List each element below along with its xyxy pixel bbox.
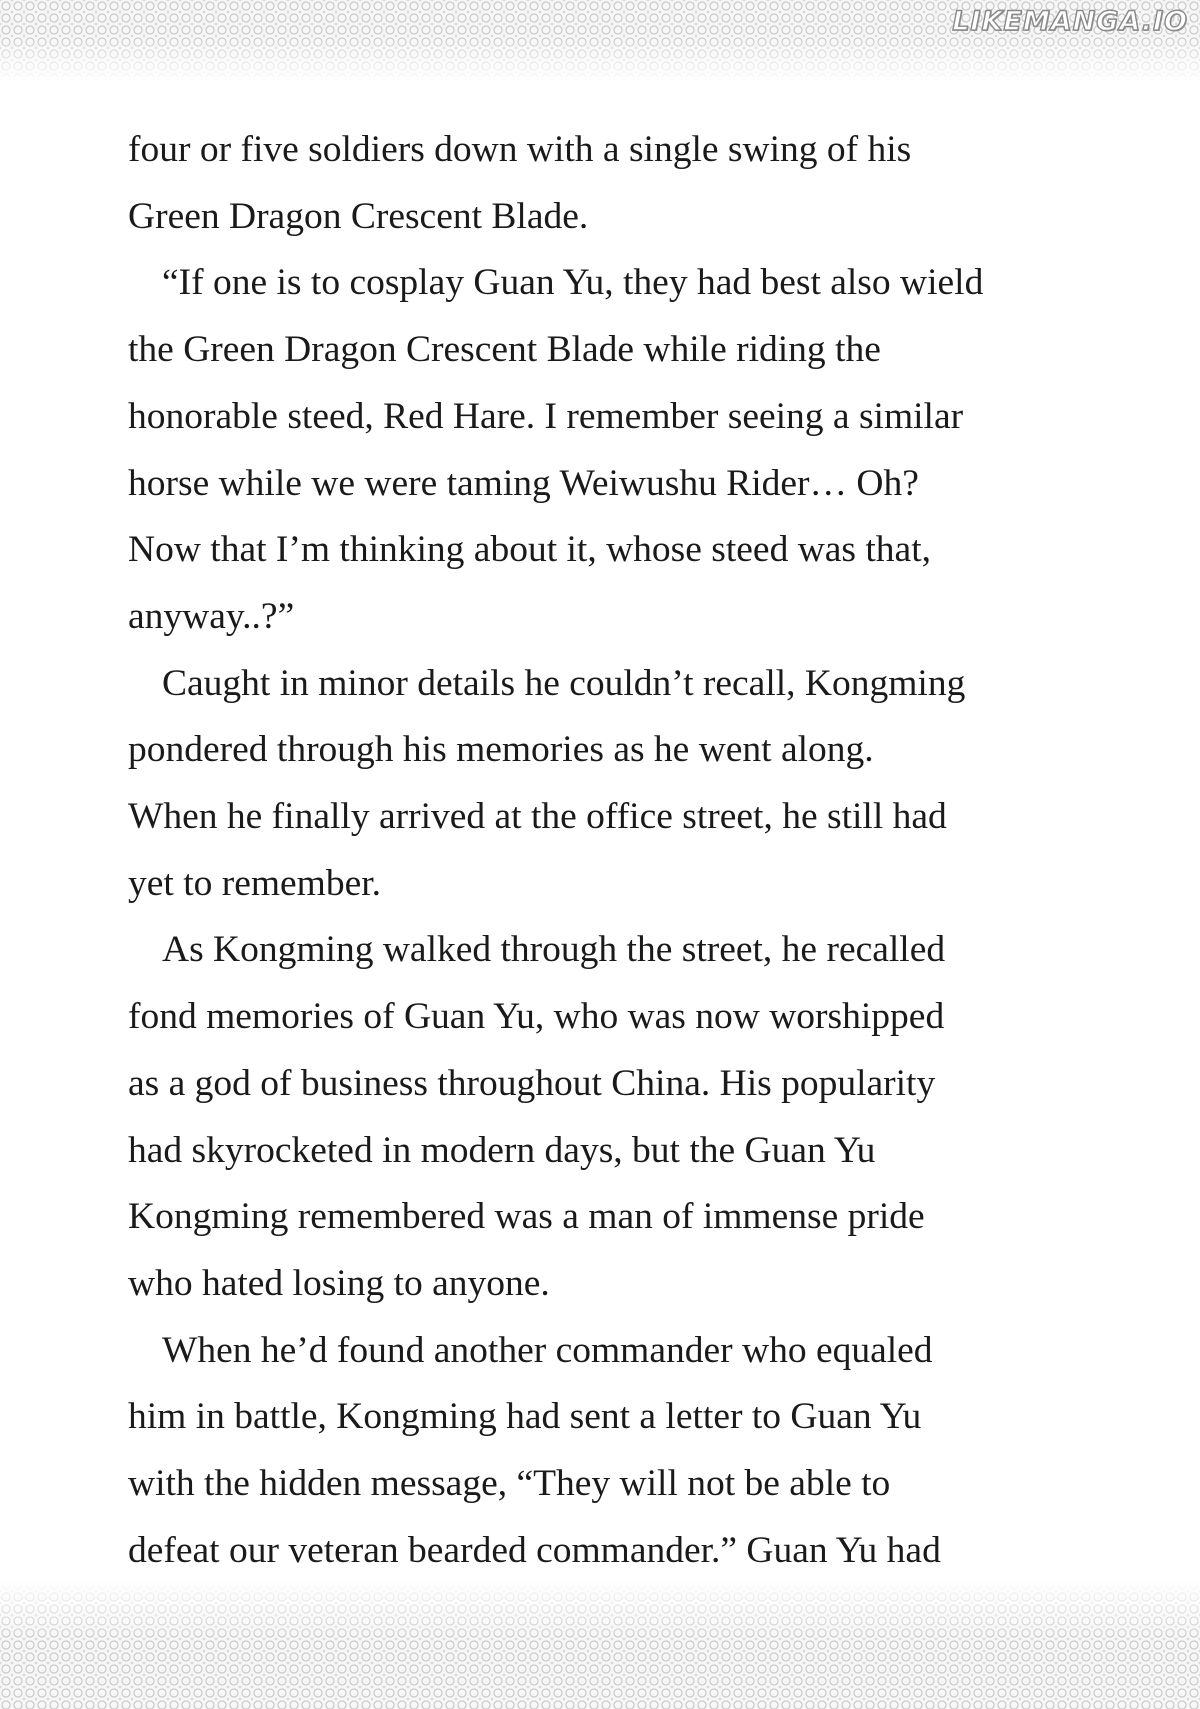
text-line: defeat our veteran bearded commander.” Guan Yu had — [128, 1529, 941, 1571]
text-line: Kongming remembered was a man of immense pride — [128, 1196, 925, 1238]
text-line: When he finally arrived at the office street, he still had — [128, 796, 947, 838]
text-line: honorable steed, Red Hare. I remember seeing a similar — [128, 395, 964, 437]
text-line: pondered through his memories as he went along. — [128, 729, 874, 771]
text-line: four or five soldiers down with a single swing of his — [128, 129, 912, 170]
text-line: Now that I’m thinking about it, whose steed was that, — [128, 529, 931, 571]
text-line: with the hidden message, “They will not be able to — [128, 1463, 891, 1505]
bottom-decorative-pattern — [0, 1579, 1200, 1709]
text-line: As Kongming walked through the street, he recalled — [162, 929, 946, 971]
text-line: the Green Dragon Crescent Blade while riding the — [128, 329, 881, 371]
text-line: anyway..?” — [128, 595, 295, 637]
text-line: him in battle, Kongming had sent a letter to Guan Yu — [128, 1396, 922, 1438]
text-line: as a god of business throughout China. His popularity — [128, 1062, 936, 1104]
text-line: Caught in minor details he couldn’t recall, Kongming — [162, 662, 966, 704]
text-line: “If one is to cosplay Guan Yu, they had best also wield — [162, 262, 984, 304]
text-line: When he’d found another commander who equaled — [162, 1329, 933, 1371]
page-body-text — [128, 117, 1088, 1584]
text-line: had skyrocketed in modern days, but the Guan Yu — [128, 1129, 876, 1171]
text-line: fond memories of Guan Yu, who was now worshipped — [128, 996, 945, 1038]
text-line: who hated losing to anyone. — [128, 1262, 550, 1304]
text-line: horse while we were taming Weiwushu Rider… Oh? — [128, 462, 919, 504]
text-line: yet to remember. — [128, 862, 382, 904]
site-watermark: LIKEMANGA.IO — [952, 6, 1188, 37]
text-line: Green Dragon Crescent Blade. — [128, 195, 589, 237]
